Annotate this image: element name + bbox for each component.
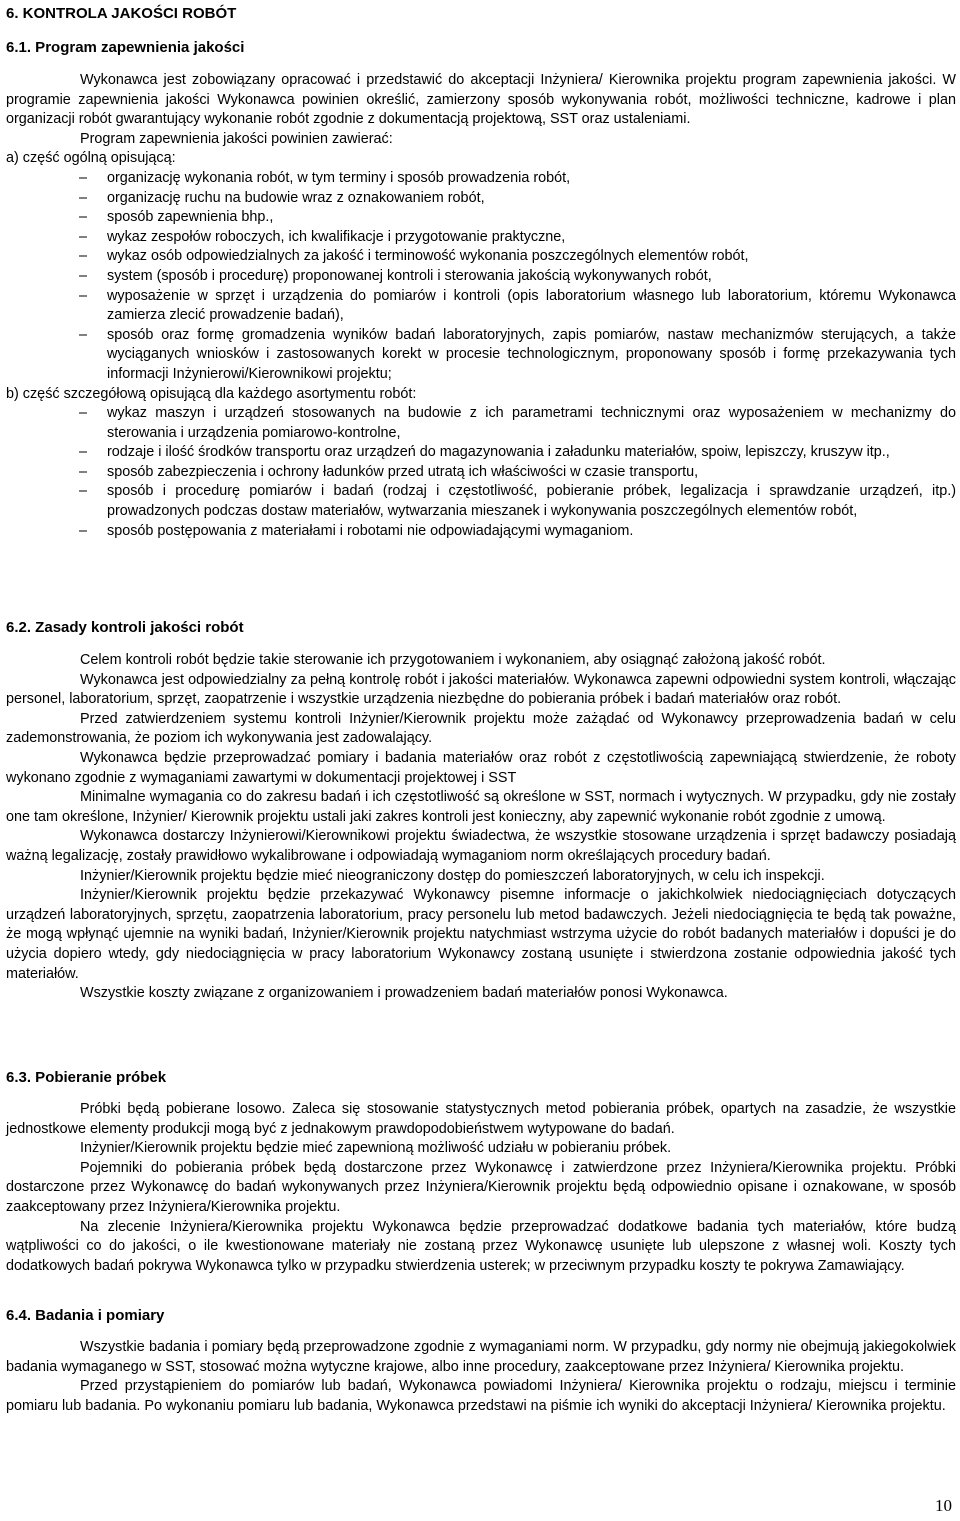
list-item: – sposób zapewnienia bhp., [6, 208, 956, 228]
list-item: – wyposażenie w sprzęt i urządzenia do pomiarów i kontroli (opis laboratorium własnego lub laboratorium, któremu Wykonawca zamierza zlecić prowadzenie badań), [6, 287, 956, 326]
section-6-3-body [6, 1100, 956, 1276]
paragraph: Wykonawca będzie przeprowadzać pomiary i badania materiałów oraz robót z częstotliwością zapewniającą stwierdzenie, że roboty wykonano zgodnie z wymaganiami zawartymi w dokumentacji projektowej i SST [6, 749, 956, 786]
paragraph: Wykonawca jest odpowiedzialny za pełną kontrolę robót i jakości materiałów. Wykonawca zapewni odpowiedni system kontroli, włączając personel, laboratorium, sprzęt, zaopatrzenie i wszystkie urządzenia niezbędne do pobierania próbek i badań materiałów oraz robót. [6, 671, 956, 708]
paragraph: Próbki będą pobierane losowo. Zaleca się stosowanie statystycznych metod pobierania próbek, opartych na zasadzie, że wszystkie jednostkowe elementy produkcji mogą być z jednakowym prawdopodobieństwem wytypowane do badań. [6, 1101, 956, 1137]
paragraph: Przed przystąpieniem do pomiarów lub badań, Wykonawca powiadomi Inżyniera/ Kierownika projektu o rodzaju, miejscu i terminie pomiaru lub badania. Po wykonaniu pomiaru lub badania, Wykonawca przedstawi na piśmie ich wyniki do akceptacji Inżyniera/ Kierownika projektu. [6, 1378, 956, 1414]
list-item: – organizację ruchu na budowie wraz z oznakowaniem robót, [6, 189, 956, 209]
list-item: – system (sposób i procedurę) proponowanej kontroli i sterowania jakością wykonywanych robót, [6, 267, 956, 287]
section-6-2-heading: 6.2. Zasady kontroli jakości robót [6, 619, 244, 636]
page-number: 10 [935, 1496, 952, 1515]
list-b [6, 404, 956, 541]
list-item: – sposób oraz formę gromadzenia wyników badań laboratoryjnych, zapis pomiarów, nastaw mechanizmów sterujących, a także wyciąganych wniosków i zastosowanych korekt w procesie technologicznym, proponowany sposób i formę przekazywania tych informacji Inżynierowi/Kierownikowi projektu; [6, 326, 956, 385]
list-item: – sposób postępowania z materiałami i robotami nie odpowiadającymi wymaganiom. [6, 522, 956, 542]
list-label-b: b) część szczegółową opisującą dla każdego asortymentu robót: [6, 385, 417, 402]
section-6-1-body [6, 71, 956, 541]
paragraph: Wszystkie badania i pomiary będą przeprowadzone zgodnie z wymaganiami norm. W przypadku, gdy normy nie obejmują jakiegokolwiek badania wymaganego w SST, stosować można wytyczne krajowe, albo inne procedury, zaakceptowane przez Inżyniera/ Kierownika projektu. [6, 1339, 956, 1375]
list-item: – sposób i procedurę pomiarów i badań (rodzaj i częstotliwość, pobieranie próbek, legalizacja i sprawdzanie urządzeń, itp.) prowadzonych podczas dostaw materiałów, wytwarzania mieszanek i wykonywania poszczególnych elementów robót, [6, 482, 956, 521]
paragraph: Wykonawca jest zobowiązany opracować i przedstawić do akceptacji Inżyniera/ Kierownika projektu program zapewnienia jakości. W programie zapewnienia jakości Wykonawca powinien określić, zamierzony sposób wykonywania robót, możliwości techniczne, kadrowe i plan organizacji robót gwarantujący wykonanie robót zgodnie z dokumentacją projektową, SST oraz ustaleniami. [6, 72, 956, 128]
list-item: – wykaz maszyn i urządzeń stosowanych na budowie z ich parametrami technicznymi oraz wyposażeniem w mechanizmy do sterowania i urządzenia pomiarowo-kontrolne, [6, 404, 956, 443]
list-item: – wykaz zespołów roboczych, ich kwalifikacje i przygotowanie praktyczne, [6, 228, 956, 248]
paragraph: Pojemniki do pobierania próbek będą dostarczone przez Wykonawcę i zatwierdzone przez Inżyniera/Kierownika projektu. Próbki dostarczone przez Wykonawcę do badań wykonywanych przez Inżyniera/Kierownik projektu będą odpowiednio opisane i oznakowane, w sposób zaakceptowany przez Inżyniera/Kierownika projektu. [6, 1159, 956, 1215]
list-item: – rodzaje i ilość środków transportu oraz urządzeń do magazynowania i załadunku materiałów, spoiw, lepiszczy, kruszyw itp., [6, 443, 956, 463]
chapter-title: 6. KONTROLA JAKOŚCI ROBÓT [6, 5, 237, 22]
section-6-3-heading: 6.3. Pobieranie próbek [6, 1069, 167, 1086]
paragraph: Przed zatwierdzeniem systemu kontroli Inżynier/Kierownik projektu może zażądać od Wykonawcy przeprowadzenia badań w celu zademonstrowania, że poziom ich wykonywania jest zadowalający. [6, 710, 956, 747]
paragraph: Wszystkie koszty związane z organizowaniem i prowadzeniem badań materiałów ponosi Wykonawca. [80, 985, 728, 1002]
list-item: – sposób zabezpieczenia i ochrony ładunków przed utratą ich właściwości w czasie transportu, [6, 463, 956, 483]
paragraph: Inżynier/Kierownik projektu będzie mieć nieograniczony dostęp do pomieszczeń laboratoryjnych, w celu ich inspekcji. [80, 867, 825, 884]
list-item: – organizację wykonania robót, w tym terminy i sposób prowadzenia robót, [6, 169, 956, 189]
list-a [6, 169, 956, 385]
section-6-1-heading: 6.1. Program zapewnienia jakości [6, 39, 245, 56]
section-6-4-heading: 6.4. Badania i pomiary [6, 1307, 165, 1324]
section-6-4-body [6, 1338, 956, 1416]
paragraph: Na zlecenie Inżyniera/Kierownika projektu Wykonawca będzie przeprowadzać dodatkowe badania tych materiałów, które budzą wątpliwości co do jakości, o ile kwestionowane materiały nie zostaną przez Wykonawcę usunięte lub ulepszone z własnej woli. Koszty tych dodatkowych badań pokrywa Wykonawca tylko w przypadku stwierdzenia usterek; w przeciwnym przypadku koszty te pokrywa Zamawiający. [6, 1218, 956, 1274]
paragraph: Wykonawca dostarczy Inżynierowi/Kierownikowi projektu świadectwa, że wszystkie stosowane urządzenia i sprzęt badawczy posiadają ważną legalizację, zostały prawidłowo wykalibrowane i odpowiadają wymaganiom norm określających procedury badań. [6, 828, 956, 864]
list-item: – wykaz osób odpowiedzialnych za jakość i terminowość wykonania poszczególnych elementów robót, [6, 247, 956, 267]
paragraph: Celem kontroli robót będzie takie sterowanie ich przygotowaniem i wykonaniem, aby osiągnąć założoną jakość robót. [80, 652, 826, 668]
paragraph: Program zapewnienia jakości powinien zawierać: [80, 130, 393, 147]
paragraph: Minimalne wymagania co do zakresu badań i ich częstotliwość są określone w SST, normach i wytycznych. W przypadku, gdy nie zostały one tam określone, Inżynier/ Kierownik projektu ustali jaki zakres kontroli jest konieczny, aby zapewnić wykonanie robót zgodnie z umową. [6, 789, 956, 825]
section-6-2-body [6, 651, 956, 1004]
list-label-a: a) część ogólną opisującą: [6, 150, 176, 167]
paragraph: Inżynier/Kierownik projektu będzie przekazywać Wykonawcy pisemne informacje o jakichkolwiek niedociągnięciach dotyczących urządzeń laboratoryjnych, sprzętu, zaopatrzenia laboratorium, pracy personelu lub metod badawczych. Jeżeli niedociągnięcia te będą tak poważne, że mogą wpłynąć ujemnie na wyniki badań, Inżynier/Kierownik projektu natychmiast wstrzyma użycie do robót badanych materiałów i dopuści je do użycia dopiero wtedy, gdy niedociągnięcia w pracy laboratorium Wykonawcy zostaną usunięte i stwierdzona zostanie odpowiednia jakość tych materiałów. [6, 887, 956, 982]
paragraph: Inżynier/Kierownik projektu będzie mieć zapewnioną możliwość udziału w pobieraniu próbek. [80, 1140, 672, 1157]
